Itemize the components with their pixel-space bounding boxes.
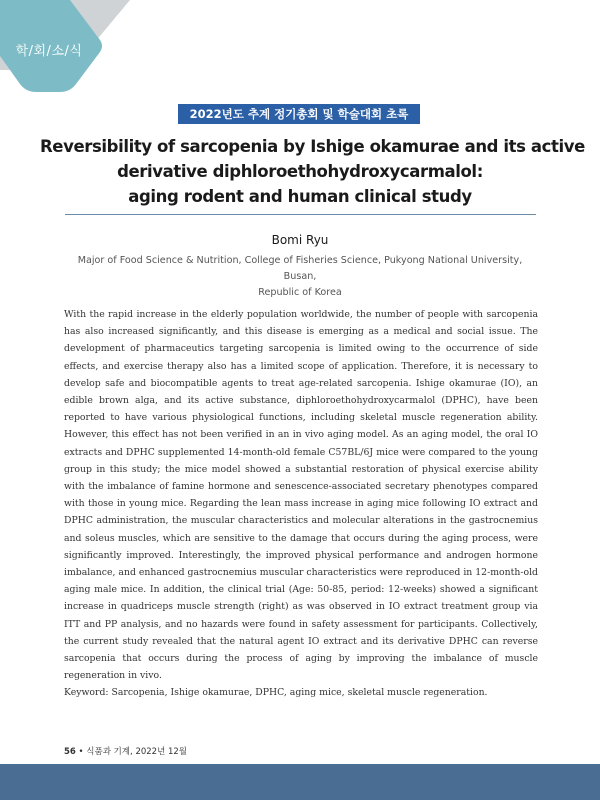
abstract-text: With the rapid increase in the elderly population worldwide, the number of people with sarcopenia has also increased significantly, and this disease is emerging as a medical and social issue. The development of pharmaceutics targeting sarcopenia is limited owing to the occurrence of side effects, and exercise therapy also has a limited scope of application. Therefore, it is necessary to develop safe and biocompatible agents to treat age-related sarcopenia. Ishige okamurae (IO), an edible brown alga, and its active substance, diphloroethohydroxycarmalol (DPHC), have been reported to have various physiological functions, including skeletal muscle regeneration ability. However, this effect has not been verified in an in vivo aging model. As an aging model, the oral IO extracts and DPHC supplemented 14-month-old female C57BL/6J mice were compared to the young group in this study; the mice model showed a substantial restoration of physical exercise ability with the imbalance of famine hormone and senescence-associated secretary phenotypes compared with those in young mice. Regarding the lean mass increase in aging mice following IO extract and DPHC administration, the muscular characteristics and molecular alterations in the gastrocnemius and soleus muscles, which are sensitive to the damage that occurs during the aging process, were significantly improved. Interestingly, the improved physical performance and androgen hormone imbalance, and enhanced gastrocnemius muscular characteristics were reproduced in 12-month-old aging male mice. In addition, the clinical trial (Age: 50-85, period: 12-weeks) showed a significant increase in quadriceps muscle strength (right) as was observed in IO extract treatment group via ITT and PP analysis, and no hazards were found in safety assessment for participants. Collectively, the current study revealed that the natural agent IO extract and its derivative DPHC can reverse sarcopenia that occurs during the process of aging by improving the imbalance of muscle regeneration in vivo. — [64, 309, 538, 682]
author-affiliation — [62, 253, 538, 301]
conference-badge: 2022년도 추계 정기총회 및 학술대회 초록 — [178, 104, 420, 124]
issue-date: 2022년 12월 — [135, 747, 188, 757]
section-tab-label: 학/회/소/식 — [15, 44, 83, 59]
page-footer — [64, 745, 187, 757]
magazine-name: 식품과 기계, — [86, 747, 133, 757]
abstract-body — [64, 306, 538, 702]
affiliation-line-2: Republic of Korea — [258, 287, 342, 298]
page-number: 56 — [64, 747, 76, 757]
footer-bullet: • — [78, 747, 84, 757]
affiliation-line-1: Major of Food Science & Nutrition, College of Fisheries Science, Pukyong National University, Busan, — [77, 255, 523, 282]
author-name: Bomi Ryu — [271, 233, 329, 247]
title-line-3: aging rodent and human clinical study — [128, 187, 472, 206]
title-line-1: Reversibility of sarcopenia by Ishige okamurae and its active — [40, 137, 585, 156]
title-divider — [65, 214, 536, 215]
footer-bar — [0, 764, 600, 800]
article-title — [40, 134, 585, 209]
title-line-2: derivative diphloroethohydroxycarmalol: — [117, 162, 483, 181]
keywords: Keyword: Sarcopenia, Ishige okamurae, DPHC, aging mice, skeletal muscle regeneration. — [64, 687, 488, 699]
